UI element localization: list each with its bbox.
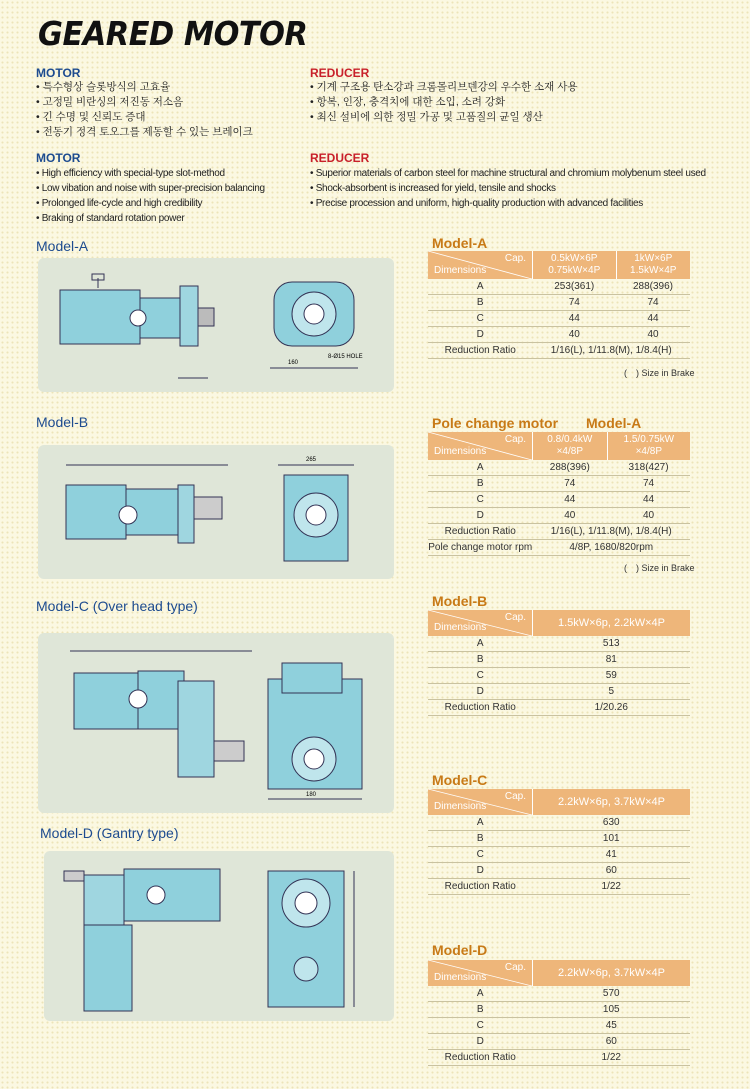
table-cell: 44 [533,492,608,508]
table-cell: B [428,1002,533,1018]
list-item: • Precise procession and uniform, high-quality production with advanced facilities [310,196,706,211]
table-cell: 40 [533,327,617,343]
model-b-drawing [38,445,394,579]
t5-col: 2.2kW×6p, 3.7kW×4P [533,960,691,986]
table-cell: 513 [533,636,691,652]
table-cell: C [428,847,533,863]
t1-col1-l1: 0.5kW×6P [551,253,598,264]
table-cell: 1/16(L), 1/11.8(M), 1/8.4(H) [533,524,691,540]
table-cell: B [428,652,533,668]
table-row [428,327,690,343]
table-row [428,815,690,831]
motor-en-heading: MOTOR [36,151,81,165]
table-cell: A [428,815,533,831]
table-cell: B [428,476,533,492]
model-a-dim-160: 160 [288,360,299,366]
table-cell: B [428,831,533,847]
list-item: • 특수형상 슬롯방식의 고효율 [36,80,253,95]
t3-dimensions: Dimensions [434,622,487,633]
table-row [428,343,690,359]
table-cell: A [428,636,533,652]
table-cell: 1/22 [533,1050,691,1066]
table-cell: C [428,668,533,684]
list-item: • Shock-absorbent is increased for yield, tensile and shocks [310,181,706,196]
table-cell: D [428,1034,533,1050]
table-cell: A [428,279,533,295]
t1-col2-l1: 1kW×6P [634,253,673,264]
table-cell: 288(396) [616,279,690,295]
t2-col2-l2: ×4/8P [635,446,663,457]
table-row [428,311,690,327]
table-cell: 60 [533,863,691,879]
t2-note: ( ) Size in Brake [624,563,695,573]
table-row [428,295,690,311]
table-cell [428,432,533,460]
list-item: • Low vibation and noise with super-precision balancing [36,181,265,196]
model-c-dim-180: 180 [306,792,317,798]
reducer-ko-heading: REDUCER [310,66,370,80]
reducer-en-heading: REDUCER [310,151,370,165]
t4-col: 2.2kW×6p, 3.7kW×4P [533,789,691,815]
table-cell: B [428,295,533,311]
table-cell: 253(361) [533,279,617,295]
t2-dimensions: Dimensions [434,446,487,457]
table-cell: 288(396) [533,460,608,476]
table-row [428,700,690,716]
table-row [428,1034,690,1050]
table-cell: 1/22 [533,879,691,895]
table-cell [428,789,533,815]
table-cell: 44 [616,311,690,327]
table-cell: 318(427) [607,460,690,476]
table-model-b [428,610,690,716]
table-cell [428,960,533,986]
table-cell: 81 [533,652,691,668]
table-model-d-title: Model-D [432,942,488,958]
table-cell: 41 [533,847,691,863]
table-cell: 630 [533,815,691,831]
model-d-drawing [44,851,394,1021]
table-cell: 74 [533,295,617,311]
table-cell [428,251,533,279]
table-cell [533,432,608,460]
reducer-en-list [310,166,706,211]
list-item: • 항복, 인장, 충격치에 대한 소입, 소려 강화 [310,95,578,110]
reducer-ko-list [310,80,578,125]
table-row [428,986,690,1002]
table-row [428,508,690,524]
table-cell: 570 [533,986,691,1002]
table-cell [533,251,617,279]
t1-col2-l2: 1.5kW×4P [630,265,677,276]
table-row [428,684,690,700]
list-item: • Braking of standard rotation power [36,211,265,226]
table-row [428,540,690,556]
table-cell: 44 [607,492,690,508]
list-item: • Superior materials of carbon steel for machine structural and chromium molybenum steel used [310,166,706,181]
table-cell: 59 [533,668,691,684]
table-model-a-title: Model-A [432,235,488,251]
table-row [428,831,690,847]
list-item: • 최신 설비에 의한 정밀 가공 및 고품질의 균일 생산 [310,110,578,125]
table-model-c-title: Model-C [432,772,488,788]
table-row [428,668,690,684]
t2-col2-l1: 1.5/0.75kW [623,434,675,445]
list-item: • High efficiency with special-type slot-method [36,166,265,181]
table-cell: 4/8P, 1680/820rpm [533,540,691,556]
table-cell: C [428,311,533,327]
table-cell: 60 [533,1034,691,1050]
table-model-c [428,789,690,895]
t2-col1-l2: ×4/8P [556,446,584,457]
model-c-drawing [38,633,394,813]
table-cell: 101 [533,831,691,847]
table-cell: 1/20.26 [533,700,691,716]
t3-col: 1.5kW×6p, 2.2kW×4P [533,610,691,636]
table-row [428,863,690,879]
table-cell: 1/16(L), 1/11.8(M), 1/8.4(H) [533,343,691,359]
t2-col1-l1: 0.8/0.4kW [547,434,593,445]
table-cell: 40 [607,508,690,524]
table-row [428,460,690,476]
list-item: • 긴 수명 및 신뢰도 증대 [36,110,253,125]
motor-en-list [36,166,265,226]
list-item: • 기계 구조용 탄소강과 크롬몰리브덴강의 우수한 소재 사용 [310,80,578,95]
table-row [428,1002,690,1018]
motor-ko-heading: MOTOR [36,66,81,80]
t1-dimensions: Dimensions [434,265,487,276]
model-a-heading: Model-A [36,238,89,254]
table-cell: Reduction Ratio [428,879,533,895]
table-pole-change-title: Pole change motor Model-A [432,415,642,431]
table-row [428,476,690,492]
table-cell: 45 [533,1018,691,1034]
t3-cap: Cap. [504,612,526,623]
table-cell: D [428,508,533,524]
model-b-heading: Model-B [36,414,89,430]
motor-ko-list [36,80,253,140]
table-cell: D [428,327,533,343]
table-cell: Reduction Ratio [428,1050,533,1066]
list-item: • Prolonged life-cycle and high credibility [36,196,265,211]
table-row [428,492,690,508]
table-cell: Pole change motor rpm [428,540,533,556]
table-cell: 40 [533,508,608,524]
table-model-b-title: Model-B [432,593,488,609]
table-cell: C [428,492,533,508]
t5-dimensions: Dimensions [434,972,487,983]
model-c-heading: Model-C (Over head type) [36,598,198,614]
list-item: • 고정밀 비란싱의 저진동 저소음 [36,95,253,110]
table-cell: Reduction Ratio [428,700,533,716]
table-row [428,652,690,668]
table-cell: 74 [616,295,690,311]
table-cell: D [428,863,533,879]
table-cell: A [428,460,533,476]
table-model-d [428,960,690,1066]
table-cell: A [428,986,533,1002]
model-b-dim-265: 265 [306,457,317,463]
table-cell: 74 [533,476,608,492]
table-row [428,636,690,652]
t4-cap: Cap. [504,791,526,802]
table-cell [616,251,690,279]
t4-dimensions: Dimensions [434,801,487,812]
model-a-drawing [38,258,394,392]
t1-col1-l2: 0.75kW×4P [548,265,601,276]
table-cell: 40 [616,327,690,343]
table-cell: 44 [533,311,617,327]
table-row [428,279,690,295]
table-row [428,1050,690,1066]
table-cell: D [428,684,533,700]
table-cell: 74 [607,476,690,492]
table-cell: C [428,1018,533,1034]
table-model-a [428,251,690,359]
table-cell [428,610,533,636]
table-row [428,1018,690,1034]
model-a-hole-label: 8-Ø15 HOLE [328,354,363,360]
t1-note: ( ) Size in Brake [624,368,695,378]
table-row [428,524,690,540]
t5-cap: Cap. [504,962,526,973]
page-title: GEARED MOTOR [38,14,308,53]
list-item: • 전동기 정격 토오그를 제동할 수 있는 브레이크 [36,125,253,140]
table-cell: Reduction Ratio [428,524,533,540]
model-d-heading: Model-D (Gantry type) [40,825,179,841]
table-cell: Reduction Ratio [428,343,533,359]
table-row [428,847,690,863]
table-cell: 5 [533,684,691,700]
table-cell: 105 [533,1002,691,1018]
t1-cap: Cap. [504,253,526,264]
t2-cap: Cap. [504,434,526,445]
table-row [428,879,690,895]
table-cell [607,432,690,460]
table-pole-change [428,432,690,556]
